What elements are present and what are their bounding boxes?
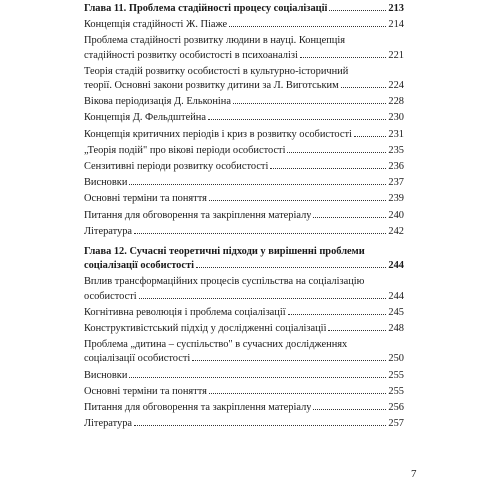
toc-entry-title: Література bbox=[84, 418, 133, 430]
toc-entry-title: „Теорія подій" про вікові періоди особистості bbox=[84, 144, 286, 156]
page-ref: 224 bbox=[388, 80, 404, 92]
dot-leader bbox=[134, 425, 386, 426]
toc-entry bbox=[84, 209, 404, 223]
dot-leader bbox=[129, 184, 386, 185]
toc-entry-title: Вікова періодизація Д. Ельконіна bbox=[84, 96, 231, 108]
chapter-12-entries bbox=[84, 275, 404, 431]
dot-leader bbox=[313, 409, 386, 410]
toc-entry-title: Основні терміни та поняття bbox=[84, 385, 207, 397]
toc-entry-title: Висновки bbox=[84, 369, 128, 381]
toc-entry bbox=[84, 417, 404, 431]
page-ref: 214 bbox=[388, 19, 404, 31]
page-number: 7 bbox=[411, 468, 417, 480]
page-ref: 231 bbox=[388, 128, 404, 140]
chapter-11-entries bbox=[84, 18, 404, 239]
dot-leader bbox=[209, 393, 387, 394]
dot-leader bbox=[196, 267, 386, 268]
toc-entry bbox=[84, 144, 404, 158]
toc-entry bbox=[84, 306, 404, 320]
dot-leader bbox=[354, 136, 386, 137]
toc-entry bbox=[84, 275, 404, 303]
page-ref: 236 bbox=[388, 161, 404, 173]
toc-entry-line1: Проблема стадійності розвитку людини в науці. Концепція bbox=[84, 35, 346, 47]
toc-entry bbox=[84, 65, 404, 93]
page-ref: 235 bbox=[388, 144, 404, 156]
dot-leader bbox=[328, 330, 386, 331]
page-ref: 228 bbox=[388, 96, 404, 108]
dot-leader bbox=[233, 103, 386, 104]
chapter-12-heading bbox=[84, 245, 404, 273]
toc-entry-title: особистості bbox=[84, 290, 137, 302]
toc-entry-title: стадійності розвитку особистості в психоаналізі bbox=[84, 49, 298, 61]
toc-entry bbox=[84, 176, 404, 190]
chapter-title: Глава 11. Проблема стадійності процесу соціалізації bbox=[84, 3, 328, 14]
page-ref: 213 bbox=[388, 3, 404, 14]
page-ref: 237 bbox=[388, 177, 404, 189]
dot-leader bbox=[313, 217, 386, 218]
toc-entry-title: Концепція Д. Фельдштейна bbox=[84, 112, 206, 124]
page-ref: 239 bbox=[388, 193, 404, 205]
toc-entry-line1: Проблема „дитина – суспільство" в сучасних дослідженнях bbox=[84, 339, 348, 351]
dot-leader bbox=[288, 314, 387, 315]
toc-entry bbox=[84, 18, 404, 32]
toc-entry-title: Концепція критичних періодів і криз в розвитку особистості bbox=[84, 128, 352, 140]
toc-entry-title: соціалізації особистості bbox=[84, 353, 191, 365]
dot-leader bbox=[300, 57, 387, 58]
toc-entry-title: теорії. Основні закони розвитку дитини за Л. Виготським bbox=[84, 80, 339, 92]
toc-entry bbox=[84, 369, 404, 383]
page-ref: 244 bbox=[388, 290, 404, 302]
dot-leader bbox=[129, 377, 386, 378]
page-ref: 245 bbox=[388, 306, 404, 318]
page-ref: 244 bbox=[388, 260, 404, 272]
toc-entry-title: Література bbox=[84, 225, 133, 237]
page-ref: 256 bbox=[388, 402, 404, 414]
toc-entry bbox=[84, 128, 404, 142]
toc-entry-title: Питання для обговорення та закріплення матеріалу bbox=[84, 209, 312, 221]
toc-entry bbox=[84, 401, 404, 415]
toc-entry bbox=[84, 111, 404, 125]
toc-entry-title: Конструктивістський підхід у дослідженні соціалізації bbox=[84, 323, 327, 335]
toc-entry-title: Питання для обговорення та закріплення матеріалу bbox=[84, 402, 312, 414]
page-ref: 250 bbox=[388, 353, 404, 365]
toc-entry bbox=[84, 160, 404, 174]
dot-leader bbox=[270, 168, 386, 169]
toc-entry-title: Сензитивні періоди розвитку особистості bbox=[84, 161, 269, 173]
page-ref: 257 bbox=[388, 418, 404, 430]
toc-entry bbox=[84, 385, 404, 399]
dot-leader bbox=[287, 152, 386, 153]
page-ref: 221 bbox=[388, 49, 404, 61]
toc-entry-title: Висновки bbox=[84, 177, 128, 189]
toc-entry bbox=[84, 95, 404, 109]
page-ref: 255 bbox=[388, 369, 404, 381]
page-ref: 248 bbox=[388, 323, 404, 335]
chapter-title-line2: соціалізації особистості bbox=[84, 260, 194, 272]
toc-entry-line1: Вплив трансформаційних процесів суспільства на соціалізацію bbox=[84, 276, 365, 288]
toc-entry bbox=[84, 322, 404, 336]
table-of-contents bbox=[84, 2, 404, 433]
dot-leader bbox=[208, 119, 386, 120]
dot-leader bbox=[134, 233, 386, 234]
toc-entry bbox=[84, 192, 404, 206]
dot-leader bbox=[329, 10, 386, 11]
toc-entry bbox=[84, 34, 404, 62]
toc-entry-title: Концепція стадійності Ж. Піаже bbox=[84, 19, 228, 31]
dot-leader bbox=[139, 298, 387, 299]
toc-entry-line1: Теорія стадій розвитку особистості в культурно-історичний bbox=[84, 65, 349, 77]
page-ref: 242 bbox=[388, 225, 404, 237]
page-ref: 240 bbox=[388, 209, 404, 221]
toc-entry-title: Основні терміни та поняття bbox=[84, 193, 207, 205]
toc-entry bbox=[84, 225, 404, 239]
page-ref: 230 bbox=[388, 112, 404, 124]
toc-entry bbox=[84, 338, 404, 366]
dot-leader bbox=[209, 200, 387, 201]
dot-leader bbox=[192, 360, 386, 361]
dot-leader bbox=[229, 26, 386, 27]
toc-entry-title: Когнітивна революція і проблема соціалізації bbox=[84, 306, 286, 318]
page-ref: 255 bbox=[388, 385, 404, 397]
chapter-title-line1: Глава 12. Сучасні теоретичні підходи у вирішенні проблеми bbox=[84, 246, 365, 258]
dot-leader bbox=[341, 87, 387, 88]
chapter-11-heading bbox=[84, 2, 404, 16]
